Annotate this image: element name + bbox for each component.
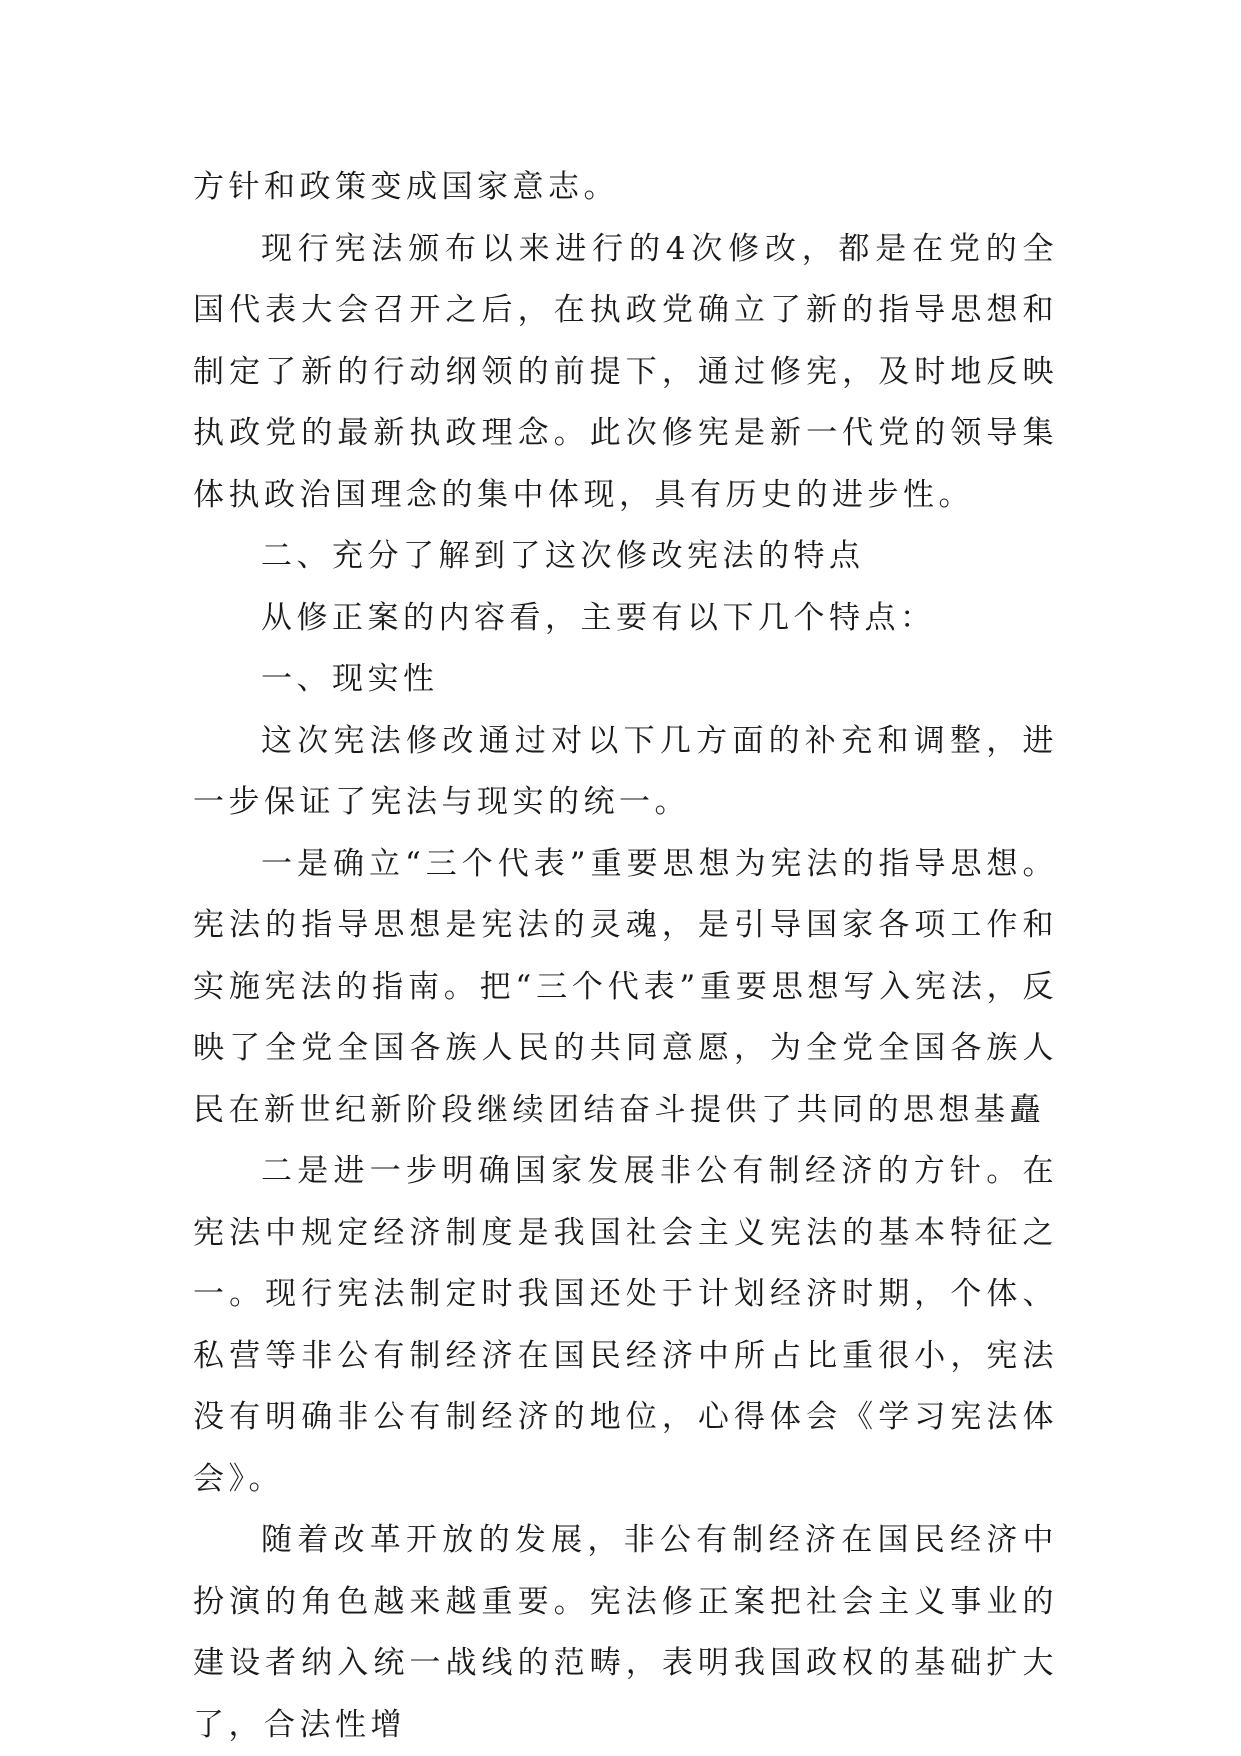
paragraph-2: 现行宪法颁布以来进行的4次修改，都是在党的全国代表大会召开之后，在执政党确立了新的指导思想和制定了新的行动纲领的前提下，通过修宪，及时地反映执政党的最新执政理念。此次修宪是新一代党的领导集体执政治国理念的集中体现，具有历史的进步性。 [193, 230, 1058, 513]
paragraph-7: 随着改革开放的发展，非公有制经济在国民经济中扮演的角色越来越重要。宪法修正案把社会主义事业的建设者纳入统一战线的范畴，表明我国政权的基础扩大了，合法性增 [193, 1522, 1058, 1743]
subsection-heading-1: 一、现实性 [261, 661, 439, 697]
paragraph-5: 一是确立“三个代表”重要思想为宪法的指导思想。宪法的指导思想是宪法的灵魂，是引导国家各项工作和实施宪法的指南。把“三个代表”重要思想写入宪法，反映了全党全国各族人民的共同意愿，为全党全国各族人民在新世纪新阶段继续团结奋斗提供了共同的思想基矗 [193, 845, 1058, 1128]
paragraph-4: 这次宪法修改通过对以下几方面的补充和调整，进一步保证了宪法与现实的统一。 [193, 722, 1058, 820]
paragraph-6: 二是进一步明确国家发展非公有制经济的方针。在宪法中规定经济制度是我国社会主义宪法的基本特征之一。现行宪法制定时我国还处于计划经济时期，个体、私营等非公有制经济在国民经济中所占比重很小，宪法没有明确非公有制经济的地位，心得体会《学习宪法体会》。 [193, 1153, 1058, 1497]
paragraph-3: 从修正案的内容看，主要有以下几个特点： [261, 599, 936, 636]
document-body [193, 157, 1058, 1756]
section-heading-2: 二、充分了解到了这次修改宪法的特点 [261, 538, 865, 574]
paragraph-1: 方针和政策变成国家意志。 [193, 169, 619, 205]
